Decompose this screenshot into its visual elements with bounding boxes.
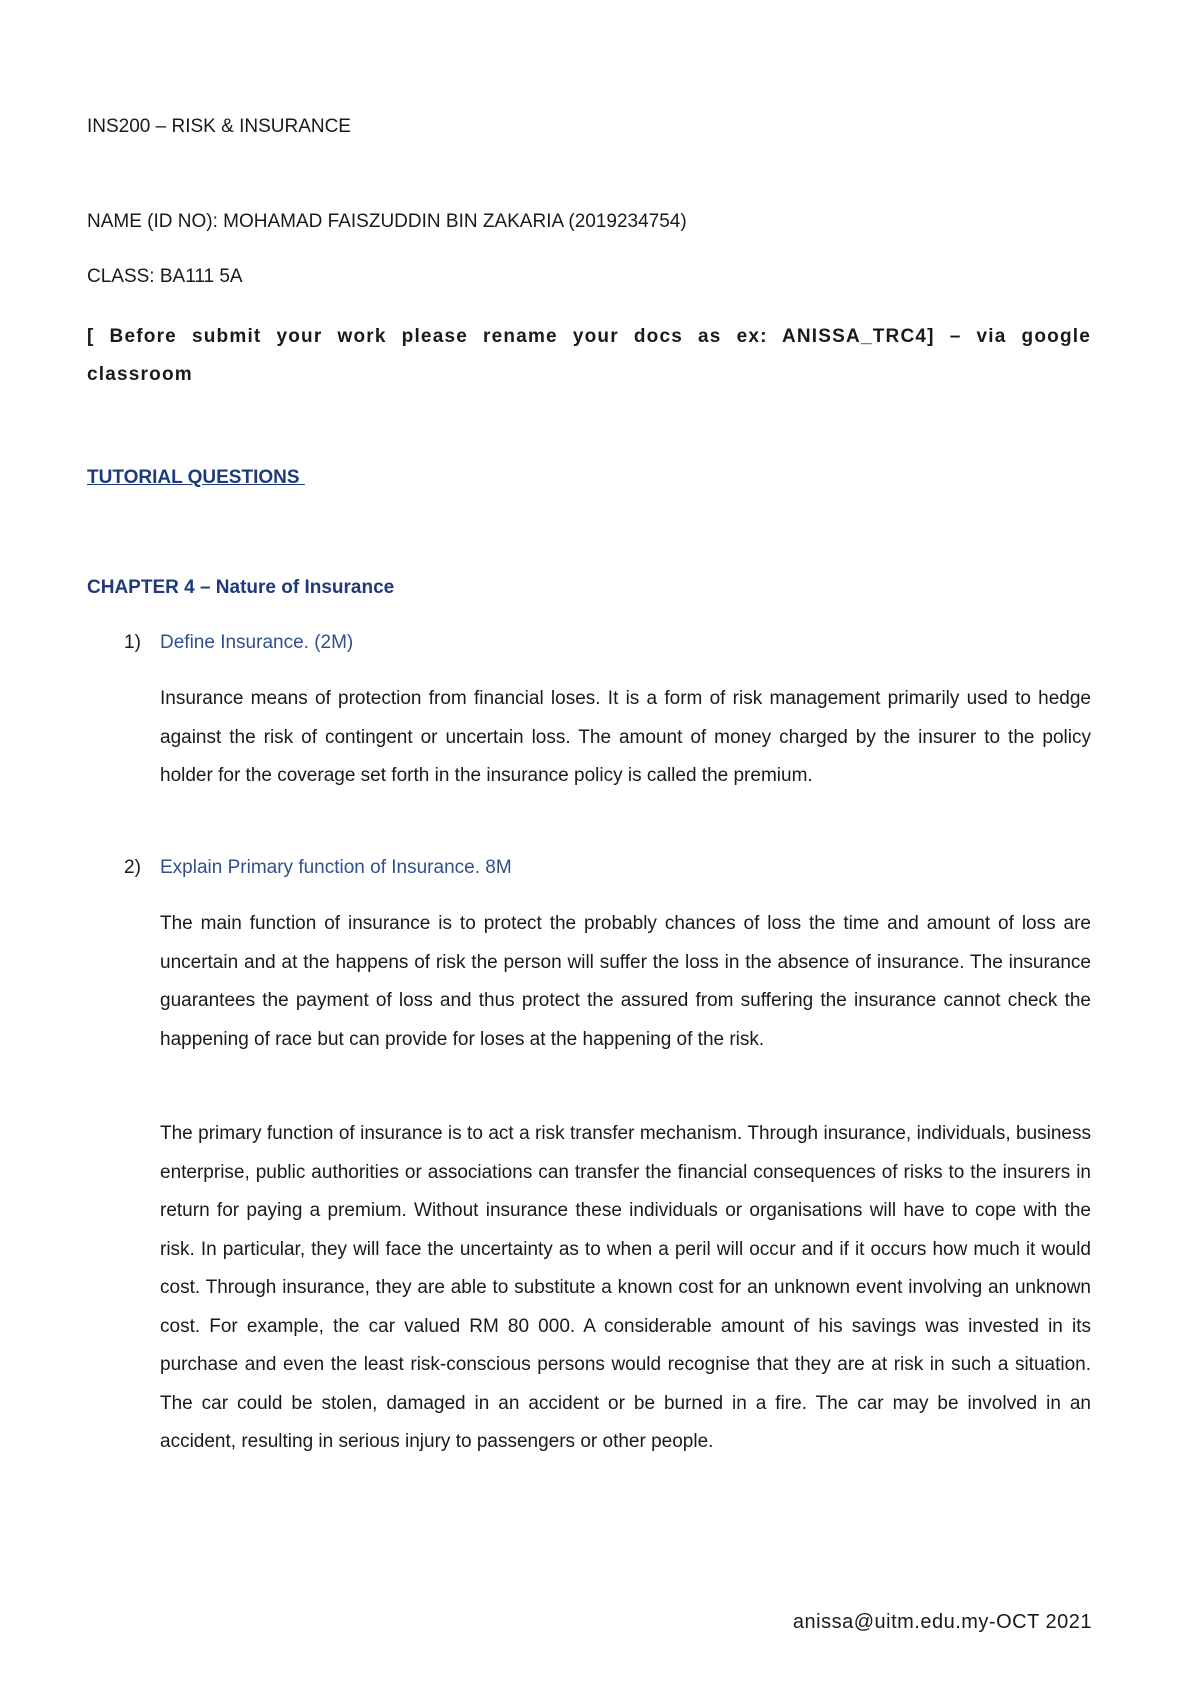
question-1-answer: Insurance means of protection from financial loses. It is a form of risk management primarily used to hedge against the risk of contingent or uncertain loss. The amount of money charged by the insurer to the policy holder for the coverage set forth in the insurance policy is called the premium.: [160, 688, 1091, 786]
student-name-line: NAME (ID NO): MOHAMAD FAISZUDDIN BIN ZAKARIA (2019234754): [87, 211, 687, 232]
class-line: CLASS: BA111 5A: [87, 266, 243, 287]
question-2-answer-paragraph-1: The main function of insurance is to protect the probably chances of loss the time and amount of loss are uncertain and at the happens of risk the person will suffer the loss in the absence of insurance. The insurance guarantees the payment of loss and thus protect the assured from suffering the insurance cannot check the happening of race but can provide for loses at the happening of the risk.: [160, 913, 1091, 1050]
question-2-number: 2): [124, 857, 141, 878]
question-1-text: Define Insurance. (2M): [160, 632, 354, 653]
question-1-number: 1): [124, 632, 141, 653]
page-footer: anissa@uitm.edu.my-OCT 2021: [792, 1611, 1092, 1633]
submission-instruction: [ Before submit your work please rename your docs as ex: ANISSA_TRC4] – via google classroom: [87, 326, 1091, 385]
question-2-text: Explain Primary function of Insurance. 8M: [160, 857, 512, 878]
course-title: INS200 – RISK & INSURANCE: [87, 116, 351, 137]
chapter-heading: CHAPTER 4 – Nature of Insurance: [87, 577, 395, 598]
tutorial-questions-heading: TUTORIAL QUESTIONS: [87, 467, 305, 488]
question-2-answer-paragraph-2: The primary function of insurance is to act a risk transfer mechanism. Through insurance, individuals, business enterprise, public authorities or associations can transfer the financial consequences of risks to the insurers in return for paying a premium. Without insurance these individuals or organisations will have to cope with the risk. In particular, they will face the uncertainty as to when a peril will occur and if it occurs how much it would cost. Through insurance, they are able to substitute a known cost for an unknown event involving an unknown cost. For example, the car valued RM 80 000. A considerable amount of his savings was invested in its purchase and even the least risk-conscious persons would recognise that they are at risk in such a situation. The car could be stolen, damaged in an accident or be burned in a fire. The car may be involved in an accident, resulting in serious injury to passengers or other people.: [160, 1123, 1091, 1452]
